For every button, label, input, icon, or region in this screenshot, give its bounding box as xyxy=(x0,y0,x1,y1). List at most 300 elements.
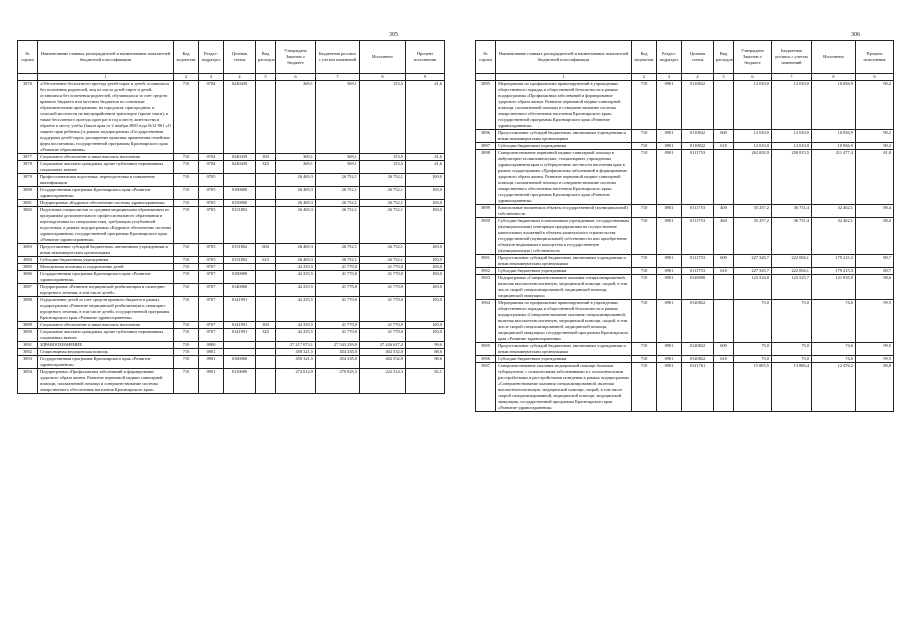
row-cell: 36 731,4 xyxy=(772,205,812,218)
row-cell: 0901 xyxy=(657,205,682,218)
row-cell: 26 752,1 xyxy=(316,207,360,244)
table-row xyxy=(18,81,445,154)
row-cell xyxy=(714,300,734,343)
row-cell: 80,7 xyxy=(856,268,894,275)
row-cell: 710 xyxy=(174,207,199,244)
row-cell: 3896 xyxy=(476,130,496,143)
row-cell: 0121761 xyxy=(682,363,714,412)
row-cell: 0110822 xyxy=(682,143,714,150)
table-row xyxy=(18,244,445,257)
row-cell: 88,4 xyxy=(856,205,894,218)
header-row xyxy=(18,41,445,74)
col-index: 9 xyxy=(406,74,445,81)
row-cell: 710 xyxy=(632,81,657,130)
row-cell: 3878 xyxy=(18,161,38,174)
row-cell: 32 462,1 xyxy=(812,205,856,218)
row-cell: 26 469,3 xyxy=(276,257,316,264)
row-cell: 3906 xyxy=(476,356,496,363)
row-name-cell: Мероприятия по профилактике правонарушений в учреждениях общественного порядка и общественной безопасности в рамках подпрограммы «Профилактика заболеваний и формирование здорового образа жизни. Развитие первичной медико-санитарной помощи, паллиативной помощи и совершенствование системы лекарственного обеспечения населения Красноярского края» государственной программы Красноярского края «Развитие здравоохранения» xyxy=(496,81,632,130)
row-cell: 41,6 xyxy=(406,161,445,174)
col-index: 2 xyxy=(632,74,657,81)
row-cell xyxy=(256,369,276,394)
row-cell: 710 xyxy=(174,244,199,257)
row-cell: 3907 xyxy=(476,363,496,412)
row-cell: 179 215,3 xyxy=(812,255,856,268)
row-cell: 710 xyxy=(174,297,199,322)
row-cell xyxy=(256,356,276,369)
row-cell: 41 770,0 xyxy=(316,284,360,297)
row-cell: 262 002,9 xyxy=(734,150,772,205)
row-name-cell: Совершенствование оказания медицинской помощи больным туберкулезом, с психическими заболеваниями и с психотическими расстройствами и расстройствами поведения в рамках подпрограммы «Совершенствование оказания специализированной, включая высокотехнологичную, медицинской помощи, скорой, в том числе скорой специализированной, медицинской помощи, медицинской эвакуации» государственной программы Красноярского края «Развитие здравоохранения» xyxy=(496,363,632,412)
row-cell: 222 084,1 xyxy=(772,255,812,268)
table-row xyxy=(18,207,445,244)
row-name-cell: Молодежная политика и оздоровление детей xyxy=(38,264,174,271)
row-cell: 0141991 xyxy=(224,322,256,329)
row-name-cell: Субсидии бюджетным учреждениям xyxy=(38,257,174,264)
row-cell: 98,6 xyxy=(856,275,894,300)
row-cell: 10 836,9 xyxy=(812,81,856,130)
row-cell: 74,6 xyxy=(812,356,856,363)
row-cell: 32 462,1 xyxy=(812,218,856,255)
row-cell: 26 752,1 xyxy=(316,257,360,264)
table-row xyxy=(18,200,445,207)
row-cell: 153,5 xyxy=(360,81,406,154)
row-cell: 0900 xyxy=(199,342,224,349)
row-cell: 3900 xyxy=(476,218,496,255)
row-cell: 26 752,1 xyxy=(316,200,360,207)
row-cell: 227 345,7 xyxy=(734,268,772,275)
row-cell: 99,5 xyxy=(856,343,894,356)
row-cell: 0707 xyxy=(199,264,224,271)
budget-table xyxy=(475,40,894,412)
row-cell xyxy=(256,264,276,271)
row-cell xyxy=(256,284,276,297)
row-name-cell: Государственная программа Красноярского края «Развитие здравоохранения» xyxy=(38,187,174,200)
row-cell: 600 xyxy=(256,244,276,257)
row-cell: 0111753 xyxy=(682,268,714,275)
row-cell: 0705 xyxy=(199,174,224,187)
row-cell: 3886 xyxy=(18,271,38,284)
row-cell: 3892 xyxy=(18,349,38,356)
row-cell: 42 235,5 xyxy=(276,297,316,322)
row-cell: 27 426 617,2 xyxy=(360,342,406,349)
col-header: Утверждено Законом о бюджете xyxy=(276,41,316,74)
table-row xyxy=(18,356,445,369)
row-cell: 710 xyxy=(632,150,657,205)
row-cell: 369,1 xyxy=(316,81,360,154)
row-cell: 0151802 xyxy=(224,257,256,264)
row-cell: 0110822 xyxy=(682,81,714,130)
row-cell: 3902 xyxy=(476,268,496,275)
table-row xyxy=(18,257,445,264)
row-cell: 42 235,5 xyxy=(276,284,316,297)
row-cell: 710 xyxy=(632,300,657,343)
row-cell: 710 xyxy=(174,154,199,161)
row-cell: 3884 xyxy=(18,257,38,264)
row-cell: 710 xyxy=(174,200,199,207)
row-cell: 26 752,1 xyxy=(360,187,406,200)
row-cell: 0120822 xyxy=(682,300,714,343)
row-cell: 15 885,5 xyxy=(734,363,772,412)
row-cell: 26 752,1 xyxy=(360,174,406,187)
row-cell: 41 770,0 xyxy=(360,284,406,297)
row-name-cell: Мероприятия по профилактике правонарушений в учреждениях общественного порядка и общественной безопасности в рамках подпрограммы «Совершенствование оказания специализированной, включая высокотехнологичную, медицинской помощи, скорой, в том числе скорой специализированной, медицинской помощи, медицинской эвакуации» государственной программы Красноярского края «Развитие здравоохранения» xyxy=(496,300,632,343)
row-cell: 0705 xyxy=(199,200,224,207)
row-name-cell: Социальное обеспечение и иные выплаты населению xyxy=(38,322,174,329)
page-number: 305 xyxy=(389,32,398,38)
row-cell: 460 xyxy=(714,218,734,255)
row-cell: 454 335,0 xyxy=(316,356,360,369)
row-cell: 0704 xyxy=(199,154,224,161)
row-cell: 35 257,2 xyxy=(734,205,772,218)
row-name-cell: Социальное обеспечение и иные выплаты населению xyxy=(38,154,174,161)
row-name-cell: Субсидии бюджетным учреждениям xyxy=(496,143,632,150)
row-cell xyxy=(714,363,734,412)
row-cell: 0707 xyxy=(199,271,224,284)
col-header: № строки xyxy=(18,41,38,74)
row-cell xyxy=(714,81,734,130)
row-cell: 3891 xyxy=(18,342,38,349)
table-row xyxy=(476,205,894,218)
row-cell: 710 xyxy=(174,174,199,187)
row-cell: 0707 xyxy=(199,322,224,329)
row-cell: 41 770,0 xyxy=(360,264,406,271)
row-cell: 100,0 xyxy=(406,322,445,329)
col-index: 1 xyxy=(38,74,174,81)
row-cell: 710 xyxy=(174,161,199,174)
row-cell: 222 314,3 xyxy=(360,369,406,394)
row-cell: 710 xyxy=(174,356,199,369)
row-cell: 0901 xyxy=(657,255,682,268)
table-row xyxy=(18,174,445,187)
row-cell: 41 770,0 xyxy=(316,264,360,271)
row-cell: 710 xyxy=(632,343,657,356)
row-cell: 710 xyxy=(632,130,657,143)
row-cell: 3882 xyxy=(18,207,38,244)
table-row xyxy=(476,363,894,412)
row-cell: 222 084,1 xyxy=(772,268,812,275)
row-cell: 100,0 xyxy=(406,200,445,207)
table-row xyxy=(476,130,894,143)
table-row xyxy=(18,187,445,200)
row-cell: 3893 xyxy=(18,356,38,369)
row-cell: 75,0 xyxy=(734,300,772,343)
row-cell: 26 752,1 xyxy=(316,244,360,257)
row-cell: 26 752,1 xyxy=(360,257,406,264)
row-cell: 3904 xyxy=(476,300,496,343)
row-cell: 0140000 xyxy=(224,284,256,297)
row-cell: 82,1 xyxy=(406,369,445,394)
row-cell: 320 xyxy=(256,329,276,342)
row-name-cell: «Обеспечение бесплатного проезда детей-сирот и детей, оставшихся без попечения родителей, лиц из числа детей-сирот и детей, оставшихся без попечения родителей, обучающихся за счет средств краевого бюджета или местных бюджетов по основным образовательным программам, на городском, пригородном, в сельской местности на внутрирайонном транспорте (кроме такси), а также бесплатного проезда один раз в год к месту жительства и обратно к месту учебы (Закон края от 2 ноября 2000 года №12-961 «О защите прав ребенка») в рамках подпрограммы «Государственная поддержка детей-сирот, расширение практики применения семейных форм воспитания» государственной программы Красноярского края «Развитие образования» xyxy=(38,81,174,154)
row-cell: 36 731,4 xyxy=(772,218,812,255)
row-cell: 123 525,7 xyxy=(772,275,812,300)
row-cell xyxy=(224,349,256,356)
table-row xyxy=(18,264,445,271)
row-cell: 227 345,7 xyxy=(734,255,772,268)
row-cell xyxy=(714,275,734,300)
row-cell: 179 215,3 xyxy=(812,268,856,275)
col-header: Исполнено xyxy=(812,41,856,74)
table-row xyxy=(18,297,445,322)
col-header: Наименование главных распорядителей и наименование показателей бюджетной классификации xyxy=(496,41,632,74)
row-name-cell: Предоставление субсидий бюджетным, автономным учреждениям и иным некоммерческим организациям xyxy=(496,130,632,143)
row-cell xyxy=(256,342,276,349)
row-cell xyxy=(256,349,276,356)
row-cell: 369,1 xyxy=(316,161,360,174)
row-cell: 99,5 xyxy=(856,356,894,363)
row-cell: 0110822 xyxy=(682,130,714,143)
col-index: 7 xyxy=(772,74,812,81)
row-cell: 0901 xyxy=(657,150,682,205)
row-cell: 42 235,5 xyxy=(276,329,316,342)
row-cell: 81,8 xyxy=(856,150,894,205)
col-index: 7 xyxy=(316,74,360,81)
row-cell: 3901 xyxy=(476,255,496,268)
row-name-cell: Подпрограмма «Кадровое обеспечение системы здравоохранения» xyxy=(38,200,174,207)
col-index: 6 xyxy=(734,74,772,81)
row-cell: 27 543 239,9 xyxy=(316,342,360,349)
row-cell: 300 xyxy=(256,154,276,161)
row-cell: 710 xyxy=(174,271,199,284)
row-cell: 100,0 xyxy=(406,207,445,244)
row-cell xyxy=(256,207,276,244)
row-cell: 99,5 xyxy=(856,300,894,343)
row-cell xyxy=(256,297,276,322)
row-cell: 710 xyxy=(632,255,657,268)
row-cell: 100,0 xyxy=(406,257,445,264)
col-header: Код ведомства xyxy=(174,41,199,74)
row-cell: 26 752,1 xyxy=(360,244,406,257)
table-row xyxy=(476,275,894,300)
row-cell: 710 xyxy=(174,81,199,154)
row-name-cell: Подпрограмма «Совершенствование оказания специализированной, включая высокотехнологичную, медицинской помощи, скорой, в том числе скорой специализированной, медицинской помощи, медицинской эвакуации» xyxy=(496,275,632,300)
row-cell: 3895 xyxy=(476,81,496,130)
row-cell: 0240439 xyxy=(224,161,256,174)
row-cell: 3879 xyxy=(18,174,38,187)
row-cell: 88,6 xyxy=(406,349,445,356)
row-cell: 0705 xyxy=(199,257,224,264)
row-cell: 41 770,0 xyxy=(316,297,360,322)
col-header: Процент исполнения xyxy=(856,41,894,74)
table-row xyxy=(18,342,445,349)
row-cell: 26 752,1 xyxy=(316,187,360,200)
row-name-cell: Подпрограмма «Развитие медицинской реабилитации и санаторно-курортного лечения, в том числе детей» xyxy=(38,284,174,297)
row-cell: 0705 xyxy=(199,244,224,257)
row-cell: 710 xyxy=(632,268,657,275)
page-number: 306 xyxy=(851,32,860,38)
row-cell: 0120000 xyxy=(682,275,714,300)
row-cell: 121 835,0 xyxy=(812,275,856,300)
row-cell: 0240439 xyxy=(224,154,256,161)
table-row xyxy=(476,81,894,130)
row-cell: 710 xyxy=(632,205,657,218)
col-header: Целевая статья xyxy=(224,41,256,74)
row-cell: 3897 xyxy=(476,143,496,150)
row-cell: 75,0 xyxy=(772,300,812,343)
row-cell: 3887 xyxy=(18,284,38,297)
row-cell: 0151802 xyxy=(224,207,256,244)
row-cell xyxy=(714,150,734,205)
col-index: 8 xyxy=(812,74,856,81)
row-name-cell: Предоставление субсидий бюджетным, автономным учреждениям и иным некоммерческим организациям xyxy=(38,244,174,257)
row-cell: 458 321,5 xyxy=(276,356,316,369)
row-cell: 0901 xyxy=(657,130,682,143)
table-row xyxy=(476,143,894,150)
col-header: Код ведомства xyxy=(632,41,657,74)
row-cell: 100,0 xyxy=(406,284,445,297)
row-cell: 41 770,0 xyxy=(360,271,406,284)
row-cell: 0901 xyxy=(657,343,682,356)
row-cell: 610 xyxy=(714,143,734,150)
row-name-cell: Предоставление субсидий бюджетным, автономным учреждениям и иным некоммерческим организациям xyxy=(496,343,632,356)
row-cell: 90,2 xyxy=(856,143,894,150)
col-header: № строки xyxy=(476,41,496,74)
row-cell: 0901 xyxy=(199,356,224,369)
table-row xyxy=(476,218,894,255)
col-index: 5 xyxy=(714,74,734,81)
row-name-cell: Субсидии бюджетным и автономным учреждениям, государственным (муниципальным) унитарным предприятиям на осуществление капитальных вложений в объекты капитального строительства государственной (муниципальной) собственности или приобретение объектов недвижимого имущества в государственную (муниципальную) собственность xyxy=(496,218,632,255)
row-cell: 710 xyxy=(632,275,657,300)
row-cell: 153,5 xyxy=(360,161,406,174)
row-cell: 3888 xyxy=(18,297,38,322)
row-cell: 0901 xyxy=(657,81,682,130)
col-index: 4 xyxy=(224,74,256,81)
row-name-cell: Подпрограмма «Профилактика заболеваний и формирование здорового образа жизни. Развитие первичной медико-санитарной помощи, паллиативной помощи и совершенствование системы лекарственного обеспечения населения Красноярского края» xyxy=(38,369,174,394)
row-cell: 0110000 xyxy=(224,369,256,394)
row-cell: 3883 xyxy=(18,244,38,257)
row-cell: 12 476,2 xyxy=(812,363,856,412)
row-cell: 369,1 xyxy=(316,154,360,161)
row-cell: 0100000 xyxy=(224,271,256,284)
column-index-row xyxy=(18,74,445,81)
table-row xyxy=(476,268,894,275)
row-cell: 610 xyxy=(256,257,276,264)
row-cell: 3889 xyxy=(18,322,38,329)
row-cell: 710 xyxy=(174,329,199,342)
row-cell: 26 469,3 xyxy=(276,187,316,200)
row-cell: 100,0 xyxy=(406,329,445,342)
row-cell: 369,1 xyxy=(276,161,316,174)
row-cell: 710 xyxy=(174,322,199,329)
row-name-cell: Профессиональная подготовка, переподготовка и повышение квалификации xyxy=(38,174,174,187)
row-cell: 0141991 xyxy=(224,329,256,342)
row-cell: 12 010,0 xyxy=(734,81,772,130)
row-cell: 0901 xyxy=(199,349,224,356)
row-name-cell: Субсидии бюджетным учреждениям xyxy=(496,268,632,275)
col-header: Исполнено xyxy=(360,41,406,74)
row-cell: 0120822 xyxy=(682,356,714,363)
row-name-cell: Капитальные вложения в объекты государственной (муниципальной) собственности xyxy=(496,205,632,218)
row-cell: 710 xyxy=(632,356,657,363)
row-cell: 3877 xyxy=(18,154,38,161)
row-cell: 0707 xyxy=(199,329,224,342)
row-cell: 0901 xyxy=(657,275,682,300)
row-cell: 710 xyxy=(174,369,199,394)
row-cell: 710 xyxy=(174,342,199,349)
row-cell: 27 217 073,1 xyxy=(276,342,316,349)
row-cell: 0707 xyxy=(199,297,224,322)
row-cell: 610 xyxy=(714,356,734,363)
row-cell: 0901 xyxy=(657,268,682,275)
row-cell xyxy=(256,81,276,154)
row-cell: 75,0 xyxy=(772,356,812,363)
row-cell: 270 825,5 xyxy=(316,369,360,394)
row-cell: 3885 xyxy=(18,264,38,271)
row-cell: 41,6 xyxy=(406,154,445,161)
col-index: 4 xyxy=(682,74,714,81)
row-cell xyxy=(256,187,276,200)
row-cell: 41 770,0 xyxy=(360,329,406,342)
row-cell: 41 770,0 xyxy=(360,297,406,322)
col-header: Целевая статья xyxy=(682,41,714,74)
row-cell: 458 321,5 xyxy=(276,349,316,356)
row-cell: 0150000 xyxy=(224,200,256,207)
table-row xyxy=(18,329,445,342)
row-cell: 600 xyxy=(714,255,734,268)
row-cell: 454 335,0 xyxy=(316,349,360,356)
row-name-cell: Совершенствование первичной медико-санитарной помощи в амбулаторно-поликлинических, стационарных учреждениях здравоохранения края и туберкулезные местности населения края в рамках подпрограммы «Профилактика заболеваний и формирование здорового образа жизни. Развитие первичной медико-санитарной помощи, паллиативной помощи и совершенствование системы лекарственного обеспечения населения Красноярского края» государственной программы Красноярского края «Развитие здравоохранения» xyxy=(496,150,632,205)
col-index xyxy=(476,74,496,81)
row-cell: 0704 xyxy=(199,161,224,174)
row-cell: 320 xyxy=(256,161,276,174)
row-cell: 26 469,3 xyxy=(276,207,316,244)
row-cell: 123 524,8 xyxy=(734,275,772,300)
row-cell: 75,0 xyxy=(772,343,812,356)
row-cell: 258 815,5 xyxy=(772,150,812,205)
row-cell: 369,1 xyxy=(276,154,316,161)
row-cell: 0707 xyxy=(199,284,224,297)
row-name-cell: Субсидии бюджетным учреждениям xyxy=(496,356,632,363)
row-name-cell: ЗДРАВООХРАНЕНИЕ xyxy=(38,342,174,349)
row-cell: 710 xyxy=(632,363,657,412)
col-header: Бюджетная роспись с учетом изменений xyxy=(772,41,812,74)
row-cell: 0111753 xyxy=(682,150,714,205)
row-cell: 75,0 xyxy=(734,356,772,363)
row-cell: 88,6 xyxy=(406,356,445,369)
row-cell: 0120822 xyxy=(682,343,714,356)
row-cell: 0901 xyxy=(657,218,682,255)
col-index: 8 xyxy=(360,74,406,81)
row-cell: 10 836,9 xyxy=(812,143,856,150)
row-cell: 41 770,0 xyxy=(316,271,360,284)
table-row xyxy=(476,300,894,343)
header-row xyxy=(476,41,894,74)
col-index: 3 xyxy=(199,74,224,81)
row-cell: 3905 xyxy=(476,343,496,356)
table-row xyxy=(18,284,445,297)
row-cell: 600 xyxy=(714,130,734,143)
row-cell: 42 235,5 xyxy=(276,271,316,284)
row-cell: 41,6 xyxy=(406,81,445,154)
col-index: 5 xyxy=(256,74,276,81)
row-cell: 0705 xyxy=(199,187,224,200)
row-cell: 400 xyxy=(714,205,734,218)
row-cell: 0111753 xyxy=(682,255,714,268)
col-header: Утверждено Законом о бюджете xyxy=(734,41,772,74)
row-cell: 0901 xyxy=(657,363,682,412)
row-cell: 26 752,1 xyxy=(360,200,406,207)
row-cell: 0111753 xyxy=(682,205,714,218)
row-cell: 41 770,0 xyxy=(360,322,406,329)
row-cell: 100,0 xyxy=(406,297,445,322)
row-cell: 600 xyxy=(714,343,734,356)
row-cell: 0151802 xyxy=(224,244,256,257)
row-cell: 3903 xyxy=(476,275,496,300)
row-cell xyxy=(256,174,276,187)
table-row xyxy=(476,255,894,268)
row-cell: 300 xyxy=(256,322,276,329)
